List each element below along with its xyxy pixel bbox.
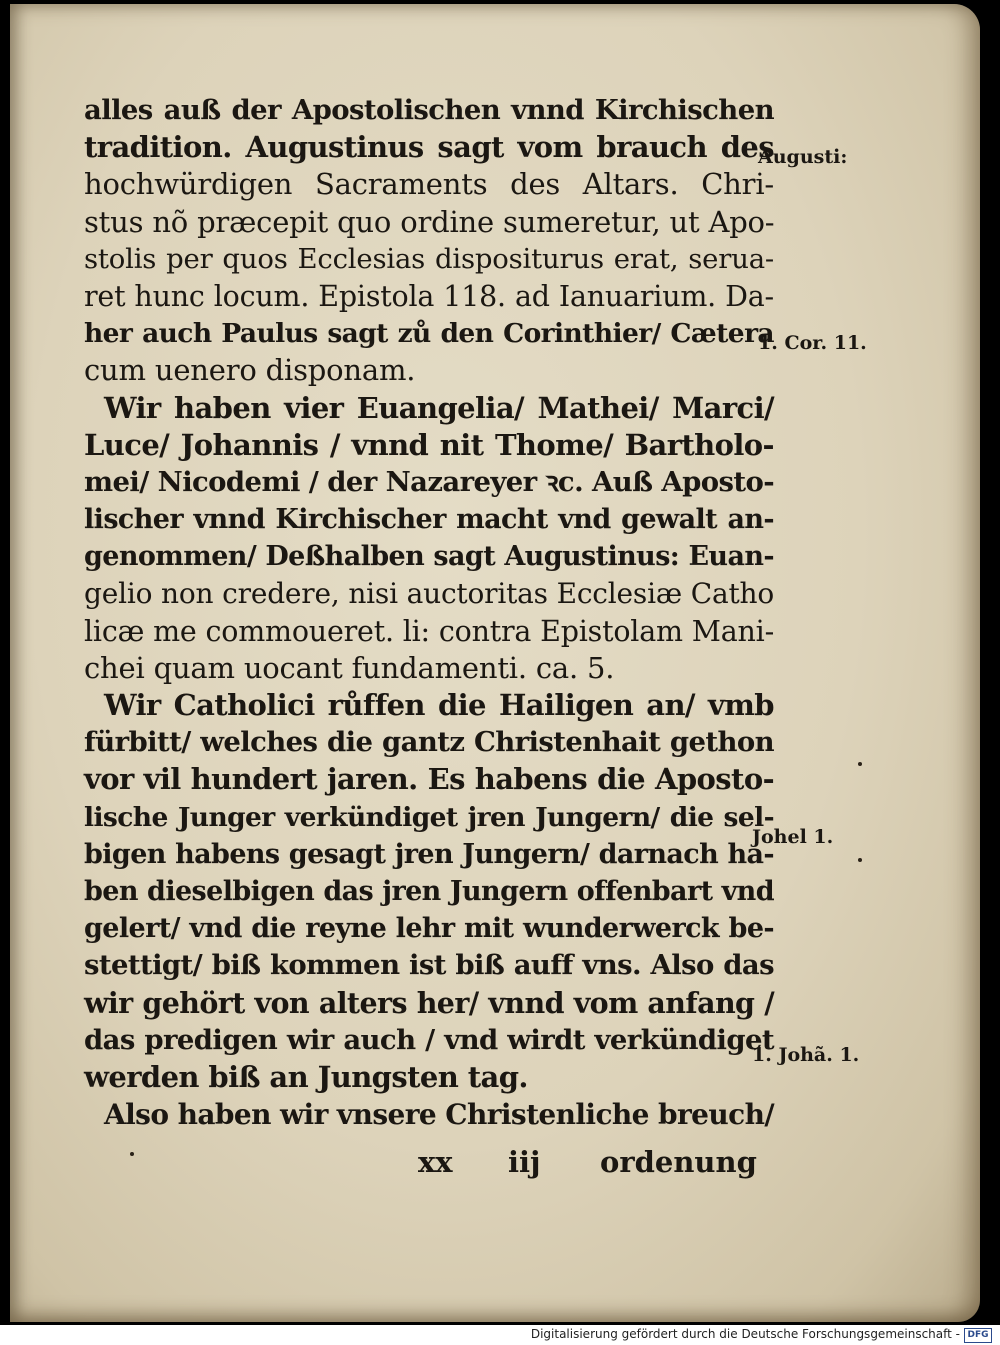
dfg-logo-icon: DFG [964,1328,992,1343]
text-line: hochwürdigen Sacraments des Altars. Chri- [84,167,774,202]
text-line: her auch Paulus sagt zů den Corinthier/ Cætera [84,318,774,350]
text-line: tradition. Augustinus sagt vom brauch des [84,130,774,165]
text-line: wir gehört von alters her/ vnnd vom anfang / [84,985,774,1020]
text-line: gelio non credere, nisi auctoritas Ecclesiæ Catho [84,577,774,611]
text-line: Wir haben vier Euangelia/ Mathei/ Marci/ [104,390,774,425]
text-line: licæ me commoueret. li: contra Epistolam Mani- [84,614,774,648]
text-line: bigen habens gesagt jren Jungern/ darnach ha- [84,838,774,870]
text-line: stus nõ præcepit quo ordine sumeretur, ut Apo- [84,204,775,239]
margin-note-corinthians: 1. Cor. 11. [758,332,867,354]
signature-mark: xx [418,1145,453,1179]
ink-speck [858,762,862,766]
text-line: stolis per quos Ecclesias dispositurus erat, serua- [84,242,774,275]
credit-footer [0,1325,1000,1345]
text-line: Luce/ Johannis / vnnd nit Thome/ Bartholo- [84,427,774,462]
funding-credit: Digitalisierung gefördert durch die Deutsche Forschungsgemeinschaft - [530,1327,960,1341]
paper-leaf [10,4,980,1322]
text-line: lische Junger verkündiget jren Jungern/ die sel- [84,801,774,833]
text-line: fürbitt/ welches die gantz Christenhait gethon [84,726,774,759]
text-line: Also haben wir vnsere Christenliche breuch/ [104,1098,774,1132]
text-line: vor vil hundert jaren. Es habens die Aposto- [84,762,774,797]
body-text [84,92,774,1133]
margin-note-john: 1. Johã. 1. [752,1044,860,1066]
text-line: cum uenero disponam. [84,353,416,388]
catchword: ordenung [600,1145,757,1179]
leaf-number: iij [508,1145,541,1179]
text-line: lischer vnnd Kirchischer macht vnd gewalt an- [84,504,774,536]
text-line: Wir Catholici růffen die Hailigen an/ vmb [104,688,774,722]
text-line: chei quam uocant fundamenti. ca. 5. [84,650,615,685]
text-line: gelert/ vnd die reyne lehr mit wunderwerck be- [84,913,774,945]
catchline [0,1145,1000,1185]
text-line: mei/ Nicodemi / der Nazareyer ꝛc. Auß Aposto- [84,465,775,498]
ink-speck [858,858,862,862]
text-line: ret hunc locum. Epistola 118. ad Ianuarium. Da- [84,279,774,313]
text-line: das predigen wir auch / vnd wirdt verkündiget [84,1023,774,1056]
text-line: genommen/ Deßhalben sagt Augustinus: Euan- [84,541,774,573]
text-line: stettigt/ biß kommen ist biß auff vns. Also das [84,949,774,982]
text-line: alles auß der Apostolischen vnnd Kirchischen [84,94,774,126]
text-line: ben dieselbigen das jren Jungern offenbart vnd [84,875,774,907]
margin-note-augustinus: Augusti: [758,146,848,168]
margin-note-joel: Johel 1. [752,826,834,848]
text-line: werden biß an Jungsten tag. [84,1059,528,1094]
